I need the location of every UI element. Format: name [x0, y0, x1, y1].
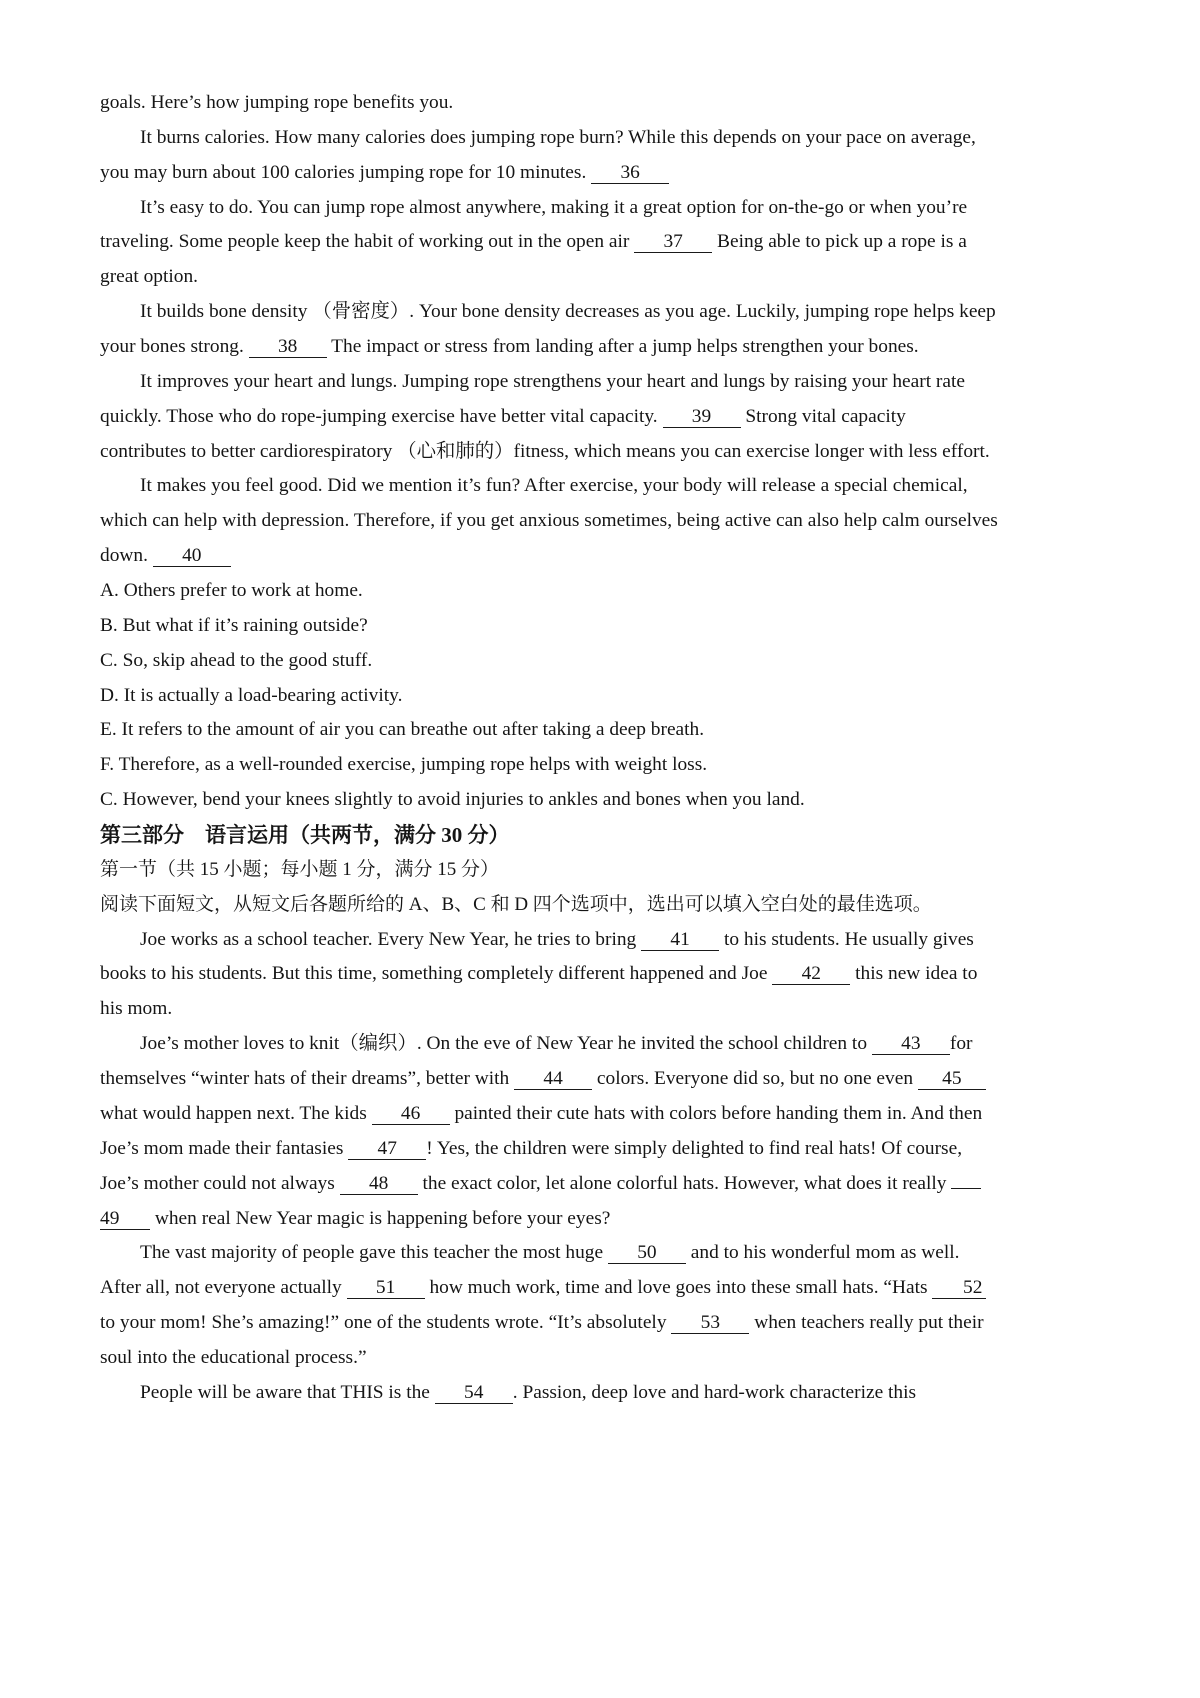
page-content	[100, 86, 1100, 1411]
cloze-paragraph-1	[100, 923, 1100, 1028]
blank-50: 50	[608, 1243, 686, 1264]
blank-44: 44	[514, 1069, 592, 1090]
option-item: C. So, skip ahead to the good stuff.	[100, 649, 373, 671]
paragraph-line	[100, 1306, 1100, 1341]
text-segment: how much work, time and love goes into these small hats. “Hats	[424, 1277, 933, 1299]
option-item: A. Others prefer to work at home.	[100, 580, 363, 602]
paragraph-line	[100, 225, 1100, 260]
blank-41: 41	[641, 930, 719, 951]
section-heading: 第三部分 语言运用（共两节，满分 30 分）	[100, 823, 510, 848]
text-segment: books to his students. But this time, something completely different happened and Joe	[100, 963, 773, 985]
blank-52: 52	[932, 1278, 986, 1299]
paragraph-line	[100, 1236, 1100, 1271]
blank-47: 47	[348, 1139, 426, 1160]
answer-options	[100, 574, 1100, 818]
passage-paragraph-2	[100, 191, 1100, 296]
blank-37: 37	[634, 232, 712, 253]
text-segment: People will be aware that THIS is the	[140, 1381, 435, 1403]
text-segment: down.	[100, 545, 153, 567]
text-segment: traveling. Some people keep the habit of working out in the open air	[100, 231, 635, 253]
text-segment: Joe’s mother could not always	[100, 1172, 340, 1194]
text-segment: Joe works as a school teacher. Every New Year, he tries to bring	[140, 928, 642, 950]
text-segment: this new idea to	[850, 963, 978, 985]
passage-paragraph-4	[100, 365, 1100, 470]
text-segment: Joe’s mom made their fantasies	[100, 1137, 349, 1159]
text-segment: The impact or stress from landing after a jump helps strengthen your bones.	[326, 336, 919, 358]
text-segment: to your mom! She’s amazing!” one of the students wrote. “It’s absolutely	[100, 1312, 672, 1334]
blank-49: 49	[100, 1209, 150, 1230]
paragraph-line	[100, 1062, 1100, 1097]
text-segment: for	[949, 1033, 973, 1055]
cloze-paragraph-4	[100, 1376, 1100, 1411]
paragraph-line: great option.	[100, 266, 199, 288]
text-segment: quickly. Those who do rope-jumping exercise have better vital capacity.	[100, 405, 663, 427]
text-segment: ! Yes, the children were simply delighted to find real hats! Of course,	[426, 1137, 963, 1159]
blank-39: 39	[663, 407, 741, 428]
paragraph-line	[100, 1027, 1100, 1062]
blank-54: 54	[435, 1383, 513, 1404]
paragraph-line	[100, 1132, 1100, 1167]
text-segment: when teachers really put their	[749, 1312, 984, 1334]
section-subheading: 第一节（共 15 小题；每小题 1 分，满分 15 分）	[100, 858, 500, 880]
blank-43: 43	[872, 1034, 950, 1055]
blank-36: 36	[591, 163, 669, 184]
paragraph-line: soul into the educational process.”	[100, 1346, 367, 1368]
paragraph-line	[100, 539, 1100, 574]
paragraph-line	[100, 400, 1100, 435]
option-item: E. It refers to the amount of air you can breathe out after taking a deep breath.	[100, 719, 705, 741]
blank-49-start	[951, 1168, 981, 1189]
option-item: C. However, bend your knees slightly to avoid injuries to ankles and bones when you land.	[100, 789, 805, 811]
paragraph-line	[100, 1097, 1100, 1132]
paragraph-line	[100, 156, 1100, 191]
cloze-paragraph-3	[100, 1236, 1100, 1375]
paragraph-line: It makes you feel good. Did we mention it’s fun? After exercise, your body will release a special chemical,	[140, 475, 968, 497]
cloze-paragraph-2	[100, 1027, 1100, 1236]
option-item: D. It is actually a load-bearing activity.	[100, 684, 403, 706]
paragraph-line	[100, 1202, 1100, 1237]
blank-48: 48	[340, 1174, 418, 1195]
paragraph-line	[100, 1376, 1100, 1411]
text-segment: The vast majority of people gave this teacher the most huge	[140, 1242, 608, 1264]
paragraph-line	[100, 330, 1100, 365]
paragraph-line	[100, 957, 1100, 992]
blank-53: 53	[671, 1313, 749, 1334]
blank-40: 40	[153, 546, 231, 567]
text-segment: what would happen next. The kids	[100, 1102, 372, 1124]
text-segment: your bones strong.	[100, 336, 249, 358]
blank-51: 51	[347, 1278, 425, 1299]
blank-38: 38	[249, 337, 327, 358]
text-segment: to his students. He usually gives	[719, 928, 974, 950]
instructions: 阅读下面短文，从短文后各题所给的 A、B、C 和 D 四个选项中，选出可以填入空白处的最佳选项。	[100, 893, 932, 915]
paragraph-line: which can help with depression. Therefore, if you get anxious sometimes, being active can also help calm ourselves	[100, 510, 998, 532]
paragraph-line	[100, 923, 1100, 958]
paragraph-line: It builds bone density （骨密度）. Your bone density decreases as you age. Luckily, jumping rope helps keep	[140, 301, 996, 323]
text-segment: Being able to pick up a rope is a	[712, 231, 967, 253]
text-segment: painted their cute hats with colors before handing them in. And then	[449, 1102, 983, 1124]
passage-lead-line: goals. Here’s how jumping rope benefits you.	[100, 92, 454, 113]
reading-passage	[100, 86, 1100, 818]
paragraph-line: contributes to better cardiorespiratory （心和肺的）fitness, which means you can exercise longer with less effort.	[100, 440, 990, 462]
paragraph-line: It burns calories. How many calories does jumping rope burn? While this depends on your pace on average,	[140, 126, 976, 148]
cloze-passage	[100, 923, 1100, 1411]
paragraph-line: It’s easy to do. You can jump rope almost anywhere, making it a great option for on-the-go or when you’re	[140, 196, 968, 218]
paragraph-line	[100, 1167, 1100, 1202]
option-item: B. But what if it’s raining outside?	[100, 614, 368, 636]
text-segment: Joe’s mother loves to knit（编织）. On the eve of New Year he invited the school children to	[140, 1033, 872, 1055]
option-item: F. Therefore, as a well-rounded exercise, jumping rope helps with weight loss.	[100, 754, 708, 776]
passage-paragraph-5	[100, 469, 1100, 574]
paragraph-line: his mom.	[100, 998, 173, 1020]
text-segment: colors. Everyone did so, but no one even	[592, 1068, 918, 1090]
blank-42: 42	[772, 964, 850, 985]
text-segment: After all, not everyone actually	[100, 1277, 347, 1299]
blank-45: 45	[918, 1069, 986, 1090]
passage-paragraph-1	[100, 121, 1100, 191]
paragraph-line: It improves your heart and lungs. Jumping rope strengthens your heart and lungs by raising your heart rate	[140, 370, 965, 392]
text-segment: and to his wonderful mom as well.	[685, 1242, 960, 1264]
text-segment: you may burn about 100 calories jumping rope for 10 minutes.	[100, 161, 592, 183]
paragraph-line	[100, 1271, 1100, 1306]
text-segment: . Passion, deep love and hard-work characterize this	[512, 1381, 917, 1403]
text-segment: when real New Year magic is happening before your eyes?	[150, 1207, 611, 1229]
blank-46: 46	[372, 1104, 450, 1125]
text-segment: Strong vital capacity	[740, 405, 906, 427]
text-segment: themselves “winter hats of their dreams”, better with	[100, 1068, 515, 1090]
text-segment: the exact color, let alone colorful hats. However, what does it really	[417, 1172, 952, 1194]
passage-paragraph-3	[100, 295, 1100, 365]
section-3-header	[100, 818, 1100, 923]
